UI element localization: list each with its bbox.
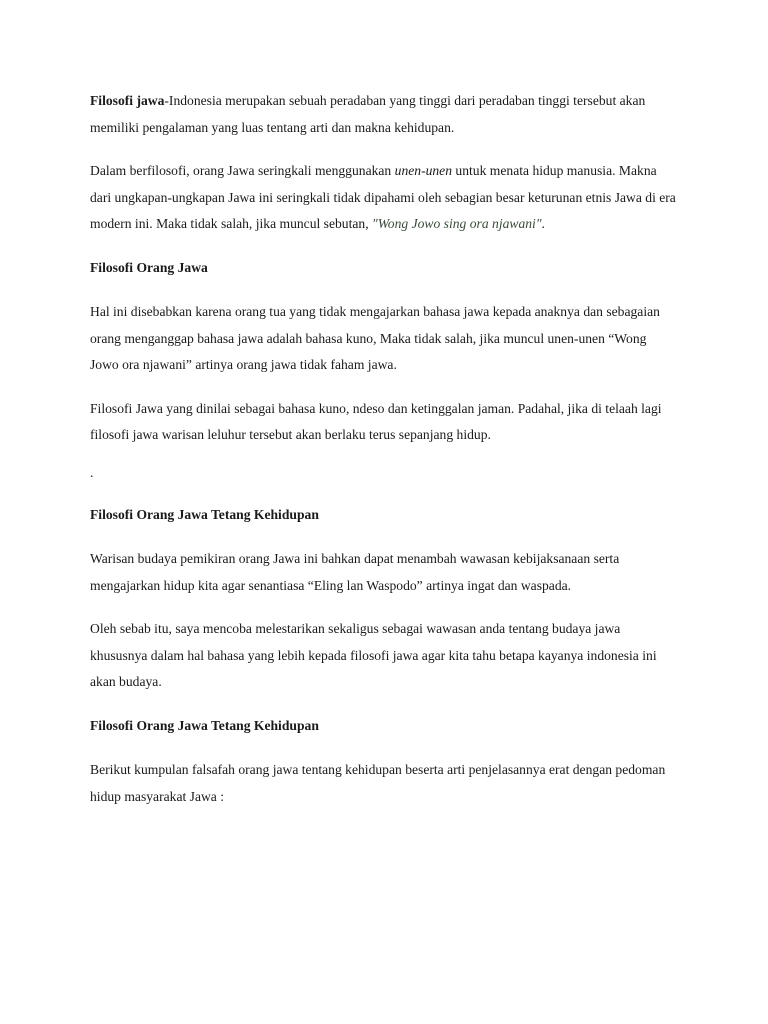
heading-tetang-kehidupan-1: Filosofi Orang Jawa Tetang Kehidupan	[90, 506, 319, 522]
p2-part2: untuk menata hidup manusia. Makna dari ungkapan-ungkapan Jawa ini seringkali tidak dipahami oleh sebagian besar keturunan etnis Jawa di era modern ini. Maka tidak salah, jika muncul sebutan,	[90, 163, 676, 231]
paragraph-warisan-budaya: Warisan budaya pemikiran orang Jawa ini bahkan dapat menambah wawasan kebijaksanaan serta mengajarkan hidup kita agar senantiasa “Eling lan Waspodo” artinya ingat dan waspada.	[90, 551, 620, 593]
paragraph-kumpulan-falsafah: Berikut kumpulan falsafah orang jawa tentang kehidupan beserta arti penjelasannya erat dengan pedoman hidup masyarakat Jawa :	[90, 762, 666, 804]
intro-lead-rest: -Indonesia merupakan sebuah peradaban yang tinggi dari peradaban tinggi tersebut akan memiliki pengalaman yang luas tentang arti dan makna kehidupan.	[90, 93, 646, 135]
separator-dot: .	[90, 464, 94, 480]
paragraph-orang-tua: Hal ini disebabkan karena orang tua yang tidak mengajarkan bahasa jawa kepada anaknya dan sebagaian orang menganggap bahasa jawa adalah bahasa kuno, Maka tidak salah, jika muncul unen-unen “Wong Jowo ora njawani” artinya orang jawa tidak faham jawa.	[90, 304, 660, 372]
p2-part1: Dalam berfilosofi, orang Jawa seringkali menggunakan	[90, 163, 395, 178]
intro-paragraph	[90, 88, 678, 141]
heading-filosofi-orang-jawa: Filosofi Orang Jawa	[90, 259, 208, 275]
p2-italic-term: unen-unen	[394, 163, 453, 178]
paragraph-oleh-sebab-itu: Oleh sebab itu, saya mencoba melestarikan sekaligus sebagai wawasan anda tentang budaya jawa khususnya dalam hal bahasa yang lebih kepada filosofi jawa agar kita tahu betapa kayanya indonesia ini akan budaya.	[90, 621, 657, 689]
document-body	[90, 88, 678, 827]
heading-tetang-kehidupan-2: Filosofi Orang Jawa Tetang Kehidupan	[90, 717, 319, 733]
p2-end: .	[541, 216, 545, 231]
p2-quote: "Wong Jowo sing ora njawani"	[372, 216, 542, 231]
paragraph-unen-unen	[90, 158, 678, 238]
intro-lead-bold: Filosofi jawa	[90, 93, 165, 108]
paragraph-bahasa-kuno: Filosofi Jawa yang dinilai sebagai bahasa kuno, ndeso dan ketinggalan jaman. Padahal, jika di telaah lagi filosofi jawa warisan leluhur tersebut akan berlaku terus sepanjang hidup.	[90, 400, 662, 442]
